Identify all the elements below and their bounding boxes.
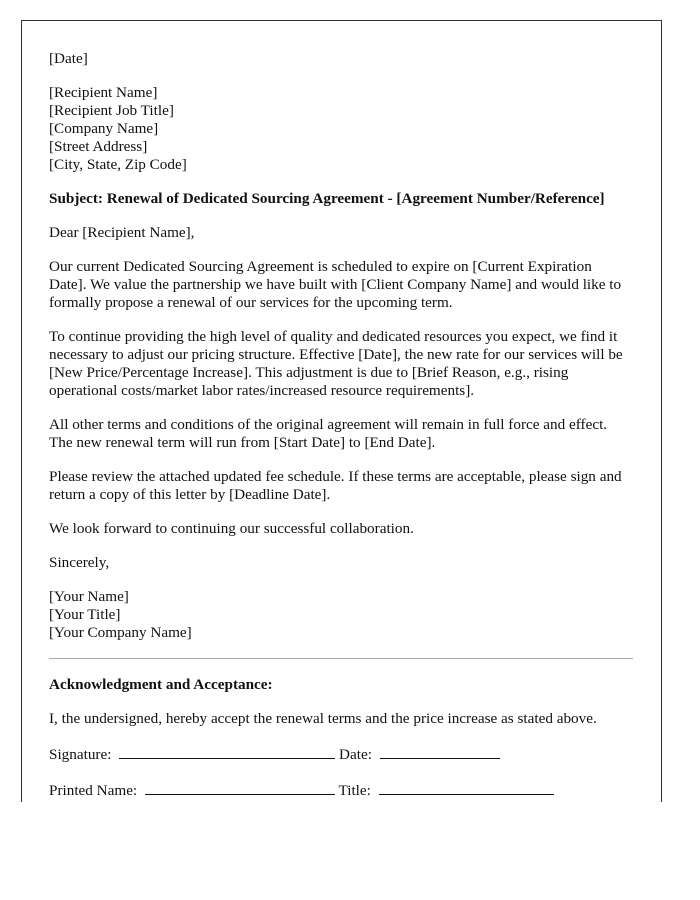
title-blank-line[interactable] <box>379 780 554 795</box>
acknowledgment-heading: Acknowledgment and Acceptance: <box>49 676 273 693</box>
body-paragraph-terms: All other terms and conditions of the original agreement will remain in full force and effect. The new renewal term will run from [Start Date] to [End Date]. <box>49 416 608 451</box>
acknowledgment-statement: I, the undersigned, hereby accept the renewal terms and the price increase as stated above. <box>49 710 597 727</box>
date-blank-line[interactable] <box>380 744 500 759</box>
body-paragraph-closing-remark: We look forward to continuing our successful collaboration. <box>49 520 414 537</box>
printed-name-title-row <box>49 780 633 800</box>
sender-name: [Your Name] <box>49 588 129 605</box>
body-paragraph-review: Please review the attached updated fee schedule. If these terms are acceptable, please sign and return a copy of this letter by [Deadline Date]. <box>49 468 622 503</box>
section-divider <box>49 658 633 659</box>
printed-name-blank-line[interactable] <box>145 780 335 795</box>
printed-name-label: Printed Name: <box>49 782 138 799</box>
letter-page <box>21 20 662 802</box>
letter-date: [Date] <box>49 50 88 67</box>
title-label: Title: <box>338 782 371 799</box>
document-viewport <box>21 20 662 802</box>
body-paragraph-pricing: To continue providing the high level of quality and dedicated resources you expect, we find it necessary to adjust our pricing structure. Effective [Date], the new rate for our services will be [New Price/Percentage Increase]. This adjustment is due to [Brief Reason, e.g., rising operational costs/market labor rates/increased resource requirements]. <box>49 328 623 399</box>
sender-signature-block <box>49 588 633 642</box>
subject-line: Subject: Renewal of Dedicated Sourcing Agreement - [Agreement Number/Reference] <box>49 190 605 207</box>
recipient-name: [Recipient Name] <box>49 84 158 101</box>
closing: Sincerely, <box>49 554 110 571</box>
salutation: Dear [Recipient Name], <box>49 224 195 241</box>
recipient-company: [Company Name] <box>49 120 159 137</box>
date-label: Date: <box>339 746 372 763</box>
recipient-address-block <box>49 84 633 174</box>
recipient-job-title: [Recipient Job Title] <box>49 102 174 119</box>
recipient-city-state-zip: [City, State, Zip Code] <box>49 156 187 173</box>
sender-company: [Your Company Name] <box>49 624 192 641</box>
signature-blank-line[interactable] <box>119 744 335 759</box>
recipient-street: [Street Address] <box>49 138 148 155</box>
signature-date-row <box>49 744 633 764</box>
sender-title: [Your Title] <box>49 606 121 623</box>
signature-label: Signature: <box>49 746 112 763</box>
body-paragraph-expiration: Our current Dedicated Sourcing Agreement is scheduled to expire on [Current Expiration Date]. We value the partnership we have built with [Client Company Name] and would like to formally propose a renewal of our services for the upcoming term. <box>49 258 622 311</box>
